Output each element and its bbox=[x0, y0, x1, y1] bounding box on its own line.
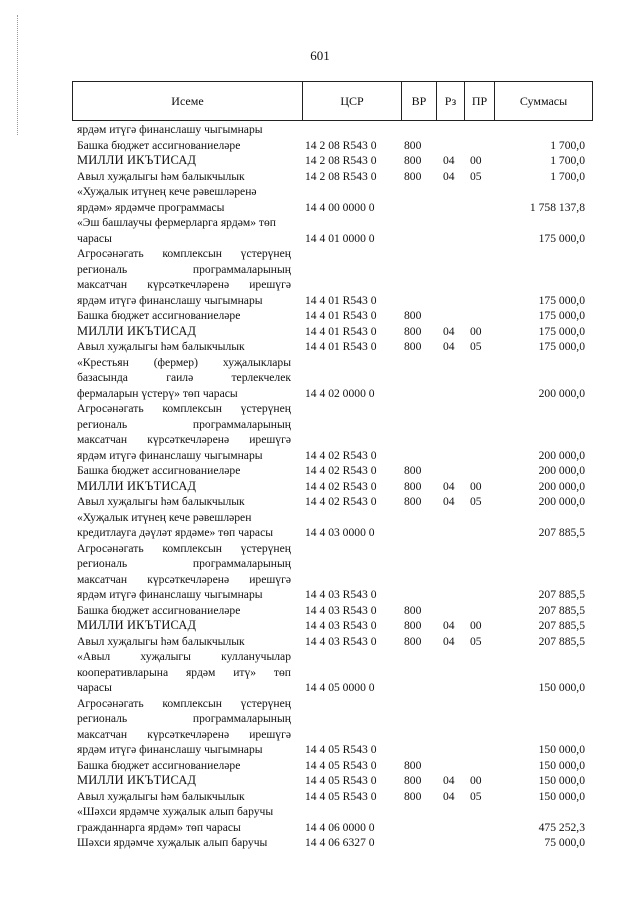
cell-name: Авыл хуҗалыгы һәм балыкчылык bbox=[77, 495, 245, 508]
cell-sum: 150 000,0 bbox=[538, 774, 585, 787]
cell-sum: 175 000,0 bbox=[538, 309, 585, 322]
cell-name: Агросәнәгать комплексын үстерүнең bbox=[77, 541, 291, 555]
cell-vr: 800 bbox=[404, 309, 422, 322]
cell-name: Шәхси ярдәмче хуҗалык алып баручы bbox=[77, 836, 268, 849]
cell-csr: 14 4 01 R543 0 bbox=[305, 324, 377, 338]
table-row bbox=[0, 122, 640, 138]
table-row bbox=[0, 820, 640, 836]
table-row bbox=[0, 308, 640, 324]
cell-csr: 14 2 08 R543 0 bbox=[305, 154, 377, 167]
header-csr: ЦСР bbox=[303, 82, 402, 120]
cell-name: Башка бюджет ассигнованиеләре bbox=[77, 603, 241, 617]
table-row bbox=[0, 835, 640, 851]
table-row bbox=[0, 525, 640, 541]
cell-csr: 14 4 05 R543 0 bbox=[305, 789, 377, 803]
cell-pr: 05 bbox=[470, 495, 482, 508]
table-row bbox=[0, 479, 640, 495]
table-row bbox=[0, 169, 640, 185]
cell-sum: 175 000,0 bbox=[538, 293, 585, 307]
cell-rz: 04 bbox=[443, 154, 455, 167]
cell-sum: 207 885,5 bbox=[538, 619, 585, 632]
cell-pr: 00 bbox=[470, 774, 482, 787]
cell-name: «Авыл хуҗалыгы кулланучылар bbox=[77, 650, 291, 663]
table-row bbox=[0, 293, 640, 309]
cell-pr: 05 bbox=[470, 789, 482, 803]
cell-sum: 475 252,3 bbox=[538, 820, 585, 834]
cell-sum: 175 000,0 bbox=[538, 231, 585, 245]
table-row bbox=[0, 138, 640, 154]
cell-name: Башка бюджет ассигнованиеләре bbox=[77, 138, 241, 152]
cell-csr: 14 4 05 R543 0 bbox=[305, 743, 377, 756]
cell-csr: 14 4 03 R543 0 bbox=[305, 588, 377, 601]
cell-rz: 04 bbox=[443, 479, 455, 493]
cell-sum: 207 885,5 bbox=[538, 634, 585, 648]
cell-name: «Эш башлаучы фермерларга ярдәм» төп bbox=[77, 216, 276, 229]
table-body bbox=[0, 122, 640, 851]
cell-name: Агросәнәгать комплексын үстерүнең bbox=[77, 696, 291, 710]
cell-vr: 800 bbox=[404, 479, 422, 493]
cell-name: «Крестьян (фермер) хуҗалыклары bbox=[77, 355, 291, 369]
table-row bbox=[0, 804, 640, 820]
table-row bbox=[0, 494, 640, 510]
cell-sum: 1 700,0 bbox=[550, 154, 585, 167]
cell-vr: 800 bbox=[404, 138, 422, 152]
cell-rz: 04 bbox=[443, 169, 455, 183]
margin-mark bbox=[17, 15, 19, 135]
cell-sum: 175 000,0 bbox=[538, 340, 585, 353]
cell-pr: 05 bbox=[470, 169, 482, 183]
table-row bbox=[0, 665, 640, 681]
cell-sum: 150 000,0 bbox=[538, 743, 585, 756]
table-row bbox=[0, 386, 640, 402]
cell-name: ярдәм итүгә финанслашу чыгымнары bbox=[77, 743, 263, 756]
header-sum: Суммасы bbox=[519, 94, 568, 108]
cell-name: максатчан күрсәткечләренә ирешүгә bbox=[77, 278, 291, 291]
cell-pr: 05 bbox=[470, 340, 482, 353]
cell-name: Авыл хуҗалыгы һәм балыкчылык bbox=[77, 789, 245, 803]
table-row bbox=[0, 417, 640, 433]
cell-sum: 200 000,0 bbox=[538, 495, 585, 508]
cell-sum: 200 000,0 bbox=[538, 386, 585, 400]
cell-sum: 207 885,5 bbox=[538, 603, 585, 617]
cell-sum: 1 700,0 bbox=[550, 138, 585, 152]
cell-name: ярдәм итүгә финанслашу чыгымнары bbox=[77, 293, 263, 307]
cell-csr: 14 4 02 R543 0 bbox=[305, 495, 377, 508]
cell-name: чарасы bbox=[77, 681, 112, 694]
cell-csr: 14 4 01 R543 0 bbox=[305, 309, 377, 322]
cell-name: МИЛЛИ ИКЪТИСАД bbox=[77, 153, 197, 167]
cell-rz: 04 bbox=[443, 340, 455, 353]
table-row bbox=[0, 370, 640, 386]
cell-name: чарасы bbox=[77, 231, 112, 245]
cell-name: Авыл хуҗалыгы һәм балыкчылык bbox=[77, 634, 245, 648]
cell-name: Агросәнәгать комплексын үстерүнең bbox=[77, 247, 291, 260]
cell-name: максатчан күрсәткечләренә ирешүгә bbox=[77, 727, 291, 741]
cell-pr: 00 bbox=[470, 324, 482, 338]
cell-rz: 04 bbox=[443, 634, 455, 648]
cell-name: ярдәм» ярдәмче программасы bbox=[77, 200, 225, 214]
cell-name: кредитлауга дәүләт ярдәме» төп чарасы bbox=[77, 526, 274, 539]
cell-name: «Хуҗалык итүнең кече рәвешләренә bbox=[77, 185, 257, 198]
cell-sum: 207 885,5 bbox=[538, 588, 585, 601]
cell-csr: 14 4 03 0000 0 bbox=[305, 526, 375, 539]
table-row bbox=[0, 587, 640, 603]
header-rz: Рз bbox=[437, 82, 465, 120]
table-row bbox=[0, 680, 640, 696]
table-row bbox=[0, 634, 640, 650]
table-row bbox=[0, 215, 640, 231]
table-row bbox=[0, 711, 640, 727]
cell-name: гражданнарга ярдәм» төп чарасы bbox=[77, 820, 241, 834]
cell-vr: 800 bbox=[404, 789, 422, 803]
cell-pr: 00 bbox=[470, 479, 482, 493]
table-row bbox=[0, 742, 640, 758]
header-name: Исеме bbox=[73, 82, 303, 120]
cell-name: фермаларын үстерү» төп чарасы bbox=[77, 386, 238, 400]
cell-pr: 00 bbox=[470, 154, 482, 167]
cell-vr: 800 bbox=[404, 619, 422, 632]
cell-name: «Хуҗалык итүнең кече рәвешләрен bbox=[77, 510, 252, 524]
cell-sum: 75 000,0 bbox=[544, 836, 585, 849]
table-row bbox=[0, 603, 640, 619]
cell-name: региональ программаларының bbox=[77, 557, 291, 570]
cell-vr: 800 bbox=[404, 154, 422, 167]
table-row bbox=[0, 649, 640, 665]
table-row bbox=[0, 246, 640, 262]
cell-csr: 14 4 03 R543 0 bbox=[305, 603, 377, 617]
cell-name: региональ программаларының bbox=[77, 262, 291, 276]
cell-csr: 14 4 01 R543 0 bbox=[305, 293, 377, 307]
cell-rz: 04 bbox=[443, 774, 455, 787]
table-row bbox=[0, 324, 640, 340]
table-row bbox=[0, 355, 640, 371]
table-row bbox=[0, 448, 640, 464]
cell-sum: 207 885,5 bbox=[538, 526, 585, 539]
cell-vr: 800 bbox=[404, 340, 422, 353]
cell-name: ярдәм итүгә финанслашу чыгымнары bbox=[77, 123, 263, 136]
cell-name: Башка бюджет ассигнованиеләре bbox=[77, 758, 241, 772]
cell-vr: 800 bbox=[404, 603, 422, 617]
cell-csr: 14 4 01 0000 0 bbox=[305, 231, 375, 245]
cell-name: Авыл хуҗалыгы һәм балыкчылык bbox=[77, 340, 245, 353]
cell-rz: 04 bbox=[443, 495, 455, 508]
table-header bbox=[72, 81, 593, 121]
table-row bbox=[0, 618, 640, 634]
cell-sum: 150 000,0 bbox=[538, 681, 585, 694]
header-vr: ВР bbox=[402, 82, 437, 120]
cell-csr: 14 4 02 R543 0 bbox=[305, 448, 377, 462]
cell-csr: 14 4 05 R543 0 bbox=[305, 758, 377, 772]
table-row bbox=[0, 463, 640, 479]
cell-name: МИЛЛИ ИКЪТИСАД bbox=[77, 323, 197, 338]
cell-name: региональ программаларының bbox=[77, 417, 291, 431]
header-pr: ПР bbox=[465, 82, 495, 120]
table-row bbox=[0, 200, 640, 216]
table-row bbox=[0, 401, 640, 417]
cell-vr: 800 bbox=[404, 324, 422, 338]
cell-name: Башка бюджет ассигнованиеләре bbox=[77, 464, 241, 477]
cell-sum: 1 700,0 bbox=[550, 169, 585, 183]
table-row bbox=[0, 510, 640, 526]
cell-csr: 14 4 01 R543 0 bbox=[305, 340, 377, 353]
cell-name: Агросәнәгать комплексын үстерүнең bbox=[77, 402, 291, 415]
cell-pr: 05 bbox=[470, 634, 482, 648]
cell-csr: 14 4 06 0000 0 bbox=[305, 820, 375, 834]
table-row bbox=[0, 696, 640, 712]
table-row bbox=[0, 727, 640, 743]
cell-csr: 14 2 08 R543 0 bbox=[305, 169, 377, 183]
cell-vr: 800 bbox=[404, 464, 422, 477]
table-row bbox=[0, 432, 640, 448]
cell-csr: 14 4 03 R543 0 bbox=[305, 634, 377, 648]
cell-name: базасында гаилә терлекчелек bbox=[77, 371, 291, 384]
cell-csr: 14 4 06 6327 0 bbox=[305, 836, 375, 849]
cell-csr: 14 4 02 R543 0 bbox=[305, 479, 377, 493]
page-number: 601 bbox=[310, 48, 330, 63]
cell-name: максатчан күрсәткечләренә ирешүгә bbox=[77, 433, 291, 446]
cell-sum: 200 000,0 bbox=[538, 448, 585, 462]
cell-sum: 1 758 137,8 bbox=[529, 200, 585, 214]
cell-name: кооперативларына ярдәм итү» төп bbox=[77, 665, 291, 679]
table-row bbox=[0, 184, 640, 200]
cell-rz: 04 bbox=[443, 789, 455, 803]
cell-rz: 04 bbox=[443, 324, 455, 338]
cell-name: Башка бюджет ассигнованиеләре bbox=[77, 309, 241, 322]
cell-vr: 800 bbox=[404, 634, 422, 648]
cell-name: максатчан күрсәткечләренә ирешүгә bbox=[77, 572, 291, 586]
cell-csr: 14 4 02 0000 0 bbox=[305, 386, 375, 400]
cell-sum: 150 000,0 bbox=[538, 758, 585, 772]
cell-sum: 175 000,0 bbox=[538, 324, 585, 338]
cell-name: Авыл хуҗалыгы һәм балыкчылык bbox=[77, 169, 245, 183]
cell-name: МИЛЛИ ИКЪТИСАД bbox=[77, 618, 197, 632]
cell-vr: 800 bbox=[404, 495, 422, 508]
cell-csr: 14 4 02 R543 0 bbox=[305, 464, 377, 477]
cell-name: региональ программаларының bbox=[77, 712, 291, 725]
table-row bbox=[0, 789, 640, 805]
table-row bbox=[0, 758, 640, 774]
table-row bbox=[0, 339, 640, 355]
cell-sum: 200 000,0 bbox=[538, 464, 585, 477]
cell-name: МИЛЛИ ИКЪТИСАД bbox=[77, 478, 197, 493]
cell-sum: 150 000,0 bbox=[538, 789, 585, 803]
cell-csr: 14 2 08 R543 0 bbox=[305, 138, 377, 152]
table-row bbox=[0, 262, 640, 278]
cell-csr: 14 4 00 0000 0 bbox=[305, 200, 375, 214]
cell-vr: 800 bbox=[404, 774, 422, 787]
cell-vr: 800 bbox=[404, 758, 422, 772]
cell-name: ярдәм итүгә финанслашу чыгымнары bbox=[77, 588, 263, 601]
cell-name: «Шәхси ярдәмче хуҗалык алып баручы bbox=[77, 805, 274, 818]
cell-csr: 14 4 05 R543 0 bbox=[305, 774, 377, 787]
table-row bbox=[0, 773, 640, 789]
table-row bbox=[0, 556, 640, 572]
cell-sum: 200 000,0 bbox=[538, 479, 585, 493]
cell-csr: 14 4 03 R543 0 bbox=[305, 619, 377, 632]
table-row bbox=[0, 572, 640, 588]
cell-name: МИЛЛИ ИКЪТИСАД bbox=[77, 773, 197, 787]
cell-rz: 04 bbox=[443, 619, 455, 632]
table-row bbox=[0, 541, 640, 557]
cell-vr: 800 bbox=[404, 169, 422, 183]
table-row bbox=[0, 231, 640, 247]
cell-pr: 00 bbox=[470, 619, 482, 632]
cell-name: ярдәм итүгә финанслашу чыгымнары bbox=[77, 448, 263, 462]
table-row bbox=[0, 153, 640, 169]
table-row bbox=[0, 277, 640, 293]
cell-csr: 14 4 05 0000 0 bbox=[305, 681, 375, 694]
